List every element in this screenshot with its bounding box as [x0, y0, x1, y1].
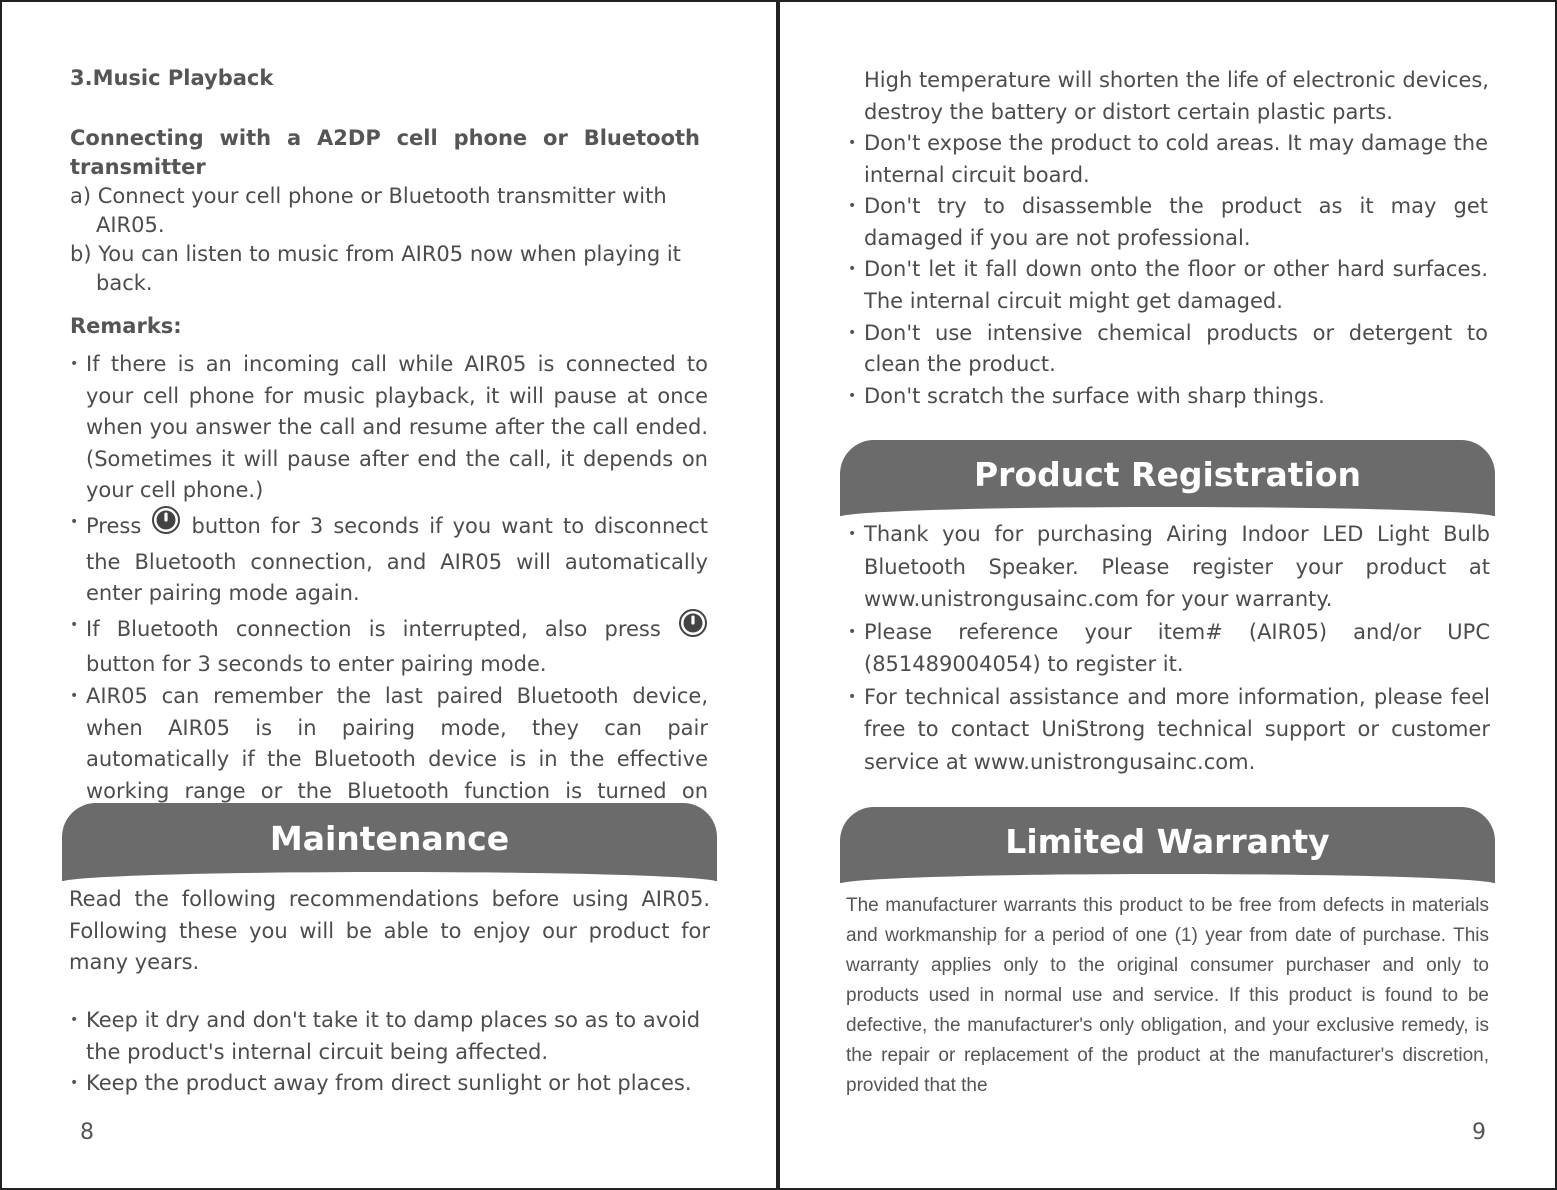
power-button-icon	[151, 505, 181, 545]
list-item: • AIR05 can remember the last paired Bluetooth device, when AIR05 is in pairing mode, they can pair automatically if the Bluetooth device is in the effective working range or the Bluetooth function is turned on	[70, 681, 708, 839]
interrupt-text-after: button for 3 seconds to enter pairing mode.	[86, 652, 547, 677]
banner-title: Maintenance	[269, 818, 510, 858]
step-item: b) You can listen to music from AIR05 now when playing it back.	[70, 242, 681, 295]
list-item: • Thank you for purchasing Airing Indoor LED Light Bulb Bluetooth Speaker. Please register your product at www.unistrongusainc.com for your warranty.	[848, 518, 1490, 616]
banner-title: Limited Warranty	[1005, 821, 1330, 861]
maintenance-banner	[62, 803, 717, 881]
press-text-after: button for 3 seconds if you want to disconnect the Bluetooth connection, and AIR05 will automatically enter pairing mode again.	[86, 513, 708, 606]
continued-text: High temperature will shorten the life of electronic devices, destroy the battery or distort certain plastic parts.	[864, 68, 1489, 124]
list-item: • Please reference your item# (AIR05) and/or UPC (851489004054) to register it.	[848, 616, 1490, 681]
list-item: • Don't use intensive chemical products or detergent to clean the product.	[848, 318, 1488, 381]
list-item: • Don't scratch the surface with sharp things.	[848, 381, 1488, 413]
interrupt-text: If Bluetooth connection is interrupted, also press	[86, 616, 661, 641]
maintenance-list	[70, 1005, 710, 1100]
list-item: • Don't expose the product to cold areas. It may damage the internal circuit board.	[848, 128, 1488, 191]
list-item: • For technical assistance and more information, please feel free to contact UniStrong technical support or customer service at www.unistrongusainc.com.	[848, 681, 1490, 779]
step-item: a) Connect your cell phone or Bluetooth transmitter with AIR05.	[70, 184, 667, 237]
banner-title: Product Registration	[973, 454, 1361, 494]
power-button-icon	[678, 608, 708, 648]
list-item: • Keep it dry and don't take it to damp places so as to avoid the product's internal circuit being affected.	[70, 1005, 710, 1068]
section-title: 3.Music Playback	[70, 66, 274, 90]
care-list	[848, 128, 1488, 412]
warranty-banner	[840, 807, 1495, 883]
press-text: Press	[86, 513, 142, 538]
warranty-text: The manufacturer warrants this product to be free from defects in materials and workmanship for a period of one (1) year from date of purchase. This warranty applies only to the original consumer purchaser and only to products used in normal use and service. If this product is found to be defective, the manufacturer's only obligation, and your exclusive remedy, is the repair or replacement of the product at the manufacturer's discretion, provided that the	[846, 895, 1489, 1096]
remarks-list	[70, 349, 708, 839]
subheading: Connecting with a A2DP cell phone or Bluetooth transmitter	[70, 126, 700, 179]
registration-list	[848, 518, 1490, 778]
list-item	[70, 610, 708, 681]
page-number-right: 9	[1472, 1120, 1486, 1145]
list-item: • Don't let it fall down onto the floor or other hard surfaces. The internal circuit might get damaged.	[848, 254, 1488, 317]
maintenance-intro: Read the following recommendations before using AIR05. Following these you will be able to enjoy our product for many years.	[69, 887, 710, 975]
registration-banner	[840, 440, 1495, 516]
list-item	[70, 507, 708, 610]
steps-list	[70, 182, 690, 298]
list-item: • Don't try to disassemble the product as it may get damaged if you are not professional.	[848, 191, 1488, 254]
page-number-left: 8	[80, 1120, 94, 1145]
list-item: • If there is an incoming call while AIR05 is connected to your cell phone for music playback, it will pause at once when you answer the call and resume after the call ended. (Sometimes it will pause after end the call, it depends on your cell phone.)	[70, 349, 708, 507]
list-item: • Keep the product away from direct sunlight or hot places.	[70, 1068, 710, 1100]
remarks-heading: Remarks:	[70, 314, 182, 338]
page-divider	[776, 0, 780, 1190]
